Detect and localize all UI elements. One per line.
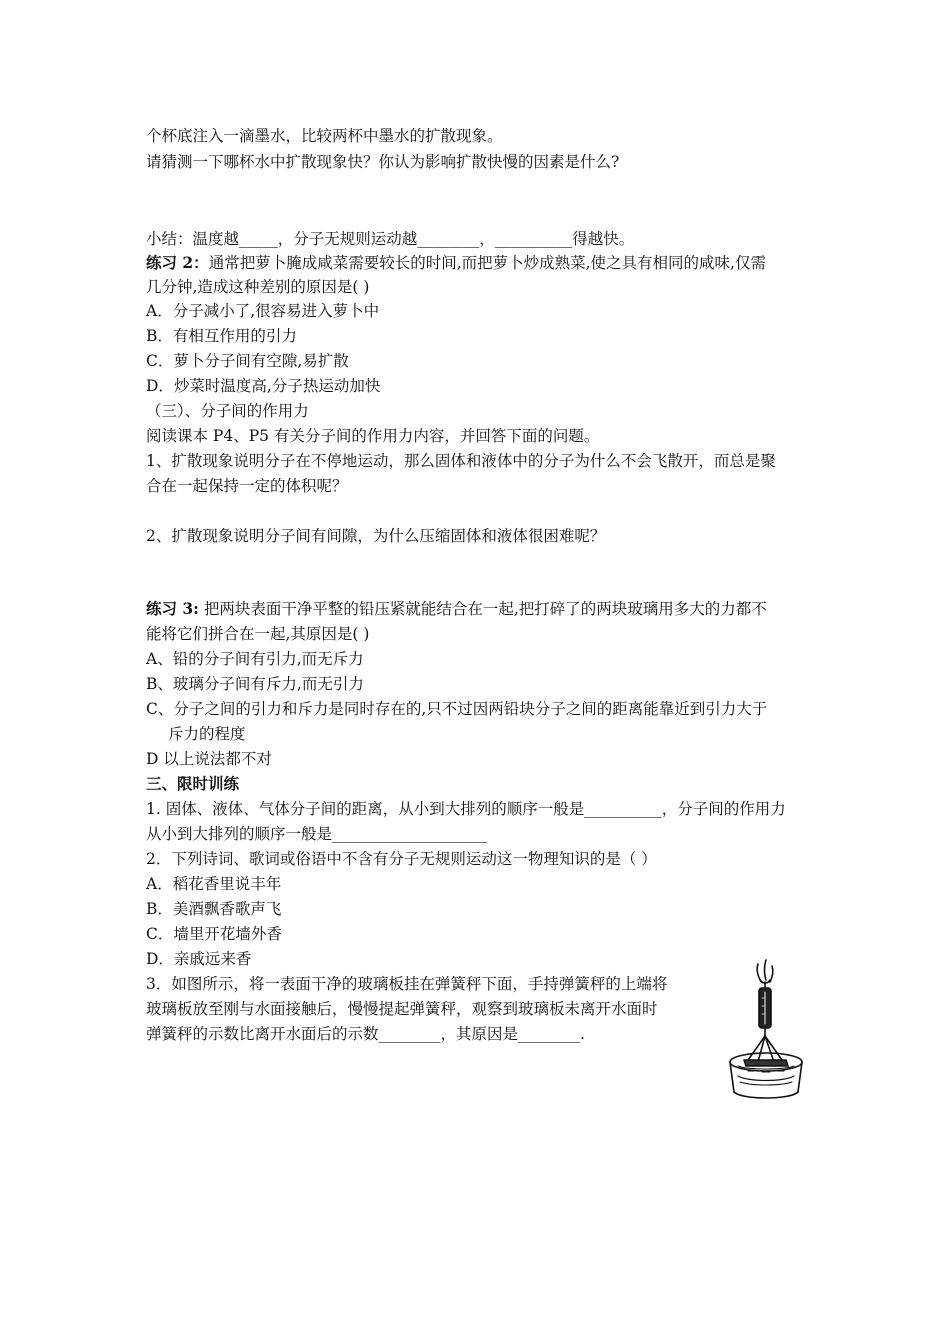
- option-a: A．稻花香里说丰年: [146, 875, 282, 893]
- section-heading: （三）、分子间的作用力: [146, 402, 309, 420]
- question-3: 3．如图所示，将一表面干净的玻璃板挂在弹簧秤下面，手持弹簧秤的上端将: [146, 975, 668, 993]
- text-line: 合在一起保持一定的体积呢？: [146, 477, 348, 495]
- option-a: A、铅的分子间有引力,而无斥力: [146, 650, 364, 668]
- text-line: 能将它们拼合在一起,其原因是( ): [146, 625, 370, 643]
- exercise-2-label: 练习 2：: [146, 253, 209, 272]
- question-2: 2．下列诗词、歌词或俗语中不含有分子无规则运动这一物理知识的是（ ）: [146, 850, 657, 868]
- text-line: 请猜测一下哪杯水中扩散现象快？你认为影响扩散快慢的因素是什么?: [146, 153, 620, 171]
- option-a: A．分子减小了,很容易进入萝卜中: [146, 302, 380, 320]
- option-c: C．萝卜分子间有空隙,易扩散: [146, 352, 349, 370]
- exercise-3-text: 把两块表面干净平整的铅压紧就能结合在一起,把打碎了的两块玻璃用多大的力都不: [198, 600, 767, 618]
- question-2: 2、扩散现象说明分子间有间隙，为什么压缩固体和液体很困难呢？: [146, 527, 606, 545]
- option-c: C．墙里开花墙外香: [146, 925, 282, 943]
- option-b: B．有相互作用的引力: [146, 327, 297, 345]
- question-1: 1、扩散现象说明分子在不停地运动，那么固体和液体中的分子为什么不会飞散开，而总是聚: [146, 452, 776, 470]
- option-d: D．亲戚远来香: [146, 950, 252, 968]
- exercise-2-line: [146, 251, 811, 275]
- exercise-2-text: 通常把萝卜腌成咸菜需要较长的时间,而把萝卜炒成熟菜,使之具有相同的咸味,仅需: [208, 254, 766, 272]
- option-d: D．炒菜时温度高,分子热运动加快: [146, 377, 381, 395]
- question-1: 1. 固体、液体、气体分子间的距离，从小到大排列的顺序一般是__________，分子间的作用力: [146, 800, 786, 818]
- option-b: B．美酒飘香歌声飞: [146, 900, 282, 918]
- text-line: 阅读课本 P4、P5 有关分子间的作用力内容，并回答下面的问题。: [146, 427, 600, 445]
- option-d: D 以上说法都不对: [146, 750, 272, 768]
- exercise-3-label: 练习 3:: [146, 599, 199, 618]
- summary-line: 小结：温度越_____，分子无规则运动越________，__________得越快。: [146, 230, 635, 248]
- text-line: 玻璃板放至刚与水面接触后，慢慢提起弹簧秤，观察到玻璃板未离开水面时: [146, 1000, 658, 1018]
- option-b: B、玻璃分子间有斥力,而无引力: [146, 675, 364, 693]
- text-line: 个杯底注入一滴墨水，比较两杯中墨水的扩散现象。: [146, 127, 503, 145]
- text-line: 从小到大排列的顺序一般是____________________: [146, 825, 488, 843]
- text-line: 弹簧秤的示数比离开水面后的示数________，其原因是________.: [146, 1025, 585, 1043]
- option-c: C、分子之间的引力和斥力是同时存在的,只不过因两铅块分子之间的距离能靠近到引力大于: [146, 700, 768, 718]
- text-line: 几分钟,造成这种差别的原因是( ): [146, 278, 370, 296]
- text-line: 斥力的程度: [168, 725, 246, 743]
- section-heading: 三、限时训练: [146, 774, 240, 793]
- exercise-3-line: [146, 597, 811, 621]
- spring-scale-glass-plate-water-icon: [718, 958, 818, 1106]
